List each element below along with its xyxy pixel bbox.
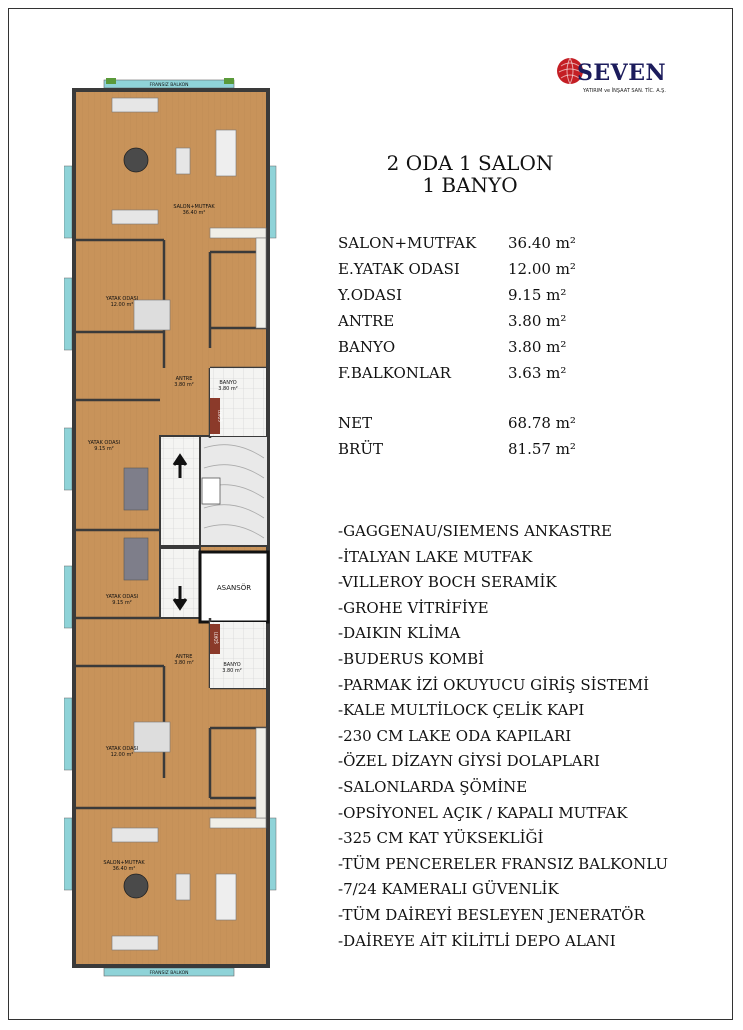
feature-item: -VILLEROY BOCH SERAMİK: [338, 573, 557, 592]
kitchen-counter: [210, 818, 266, 828]
feature-item: -325 CM KAT YÜKSEKLİĞİ: [338, 829, 544, 848]
area-value: 3.63 m²: [508, 364, 567, 382]
sofa: [112, 98, 158, 112]
brand-name: SEVEN: [577, 60, 667, 86]
feature-item: -ÖZEL DİZAYN GİYSİ DOLAPLARI: [338, 752, 600, 771]
room-name: ANTRE: [175, 376, 193, 382]
side-balcony: [64, 166, 72, 238]
kitchen-counter: [256, 728, 266, 818]
feature-item: -TÜM DAİREYİ BESLEYEN JENERATÖR: [338, 906, 645, 924]
sofa: [112, 210, 158, 224]
floor-plan: [64, 78, 282, 978]
room-name: SALON+MUTFAK: [103, 860, 145, 866]
feature-item: -SALONLARDA ŞÖMİNE: [338, 778, 528, 796]
room-name: BANYO: [219, 380, 237, 386]
area-label: BANYO: [338, 338, 396, 356]
bed: [124, 468, 148, 510]
room-area: 3.80 m²: [174, 382, 194, 388]
total-value: 68.78 m²: [508, 414, 576, 432]
total-value: 81.57 m²: [508, 440, 576, 458]
area-value: 36.40 m²: [508, 234, 576, 252]
area-label: E.YATAK ODASI: [338, 260, 460, 278]
feature-item: -KALE MULTİLOCK ÇELİK KAPI: [338, 701, 585, 720]
sofa: [112, 936, 158, 950]
balcony-label: FRANSIZ BALKON: [149, 83, 189, 88]
feature-item: -7/24 KAMERALI GÜVENLİK: [338, 880, 559, 899]
side-balcony: [64, 278, 72, 350]
area-value: 12.00 m²: [508, 260, 576, 278]
side-balcony: [64, 698, 72, 770]
dining-table: [216, 130, 236, 176]
feature-item: -GAGGENAU/SIEMENS ANKASTRE: [338, 522, 612, 540]
feature-item: -230 CM LAKE ODA KAPILARI: [338, 726, 572, 745]
brand-logo: [555, 48, 685, 100]
room-area: 36.40 m²: [182, 210, 206, 216]
brand-subtitle: YATIRIM ve İNŞAAT SAN. TİC. A.Ş.: [583, 88, 666, 94]
armchair: [176, 148, 190, 174]
room-area: 3.80 m²: [222, 668, 242, 674]
rug: [124, 874, 148, 898]
shaft-label: ŞÖRTİ: [218, 410, 223, 422]
title-line-2: 1 BANYO: [422, 173, 518, 197]
area-label: ANTRE: [338, 312, 395, 330]
room-name: YATAK ODASI: [105, 296, 139, 302]
feature-item: -PARMAK İZİ OKUYUCU GİRİŞ SİSTEMİ: [338, 675, 650, 694]
feature-item: -İTALYAN LAKE MUTFAK: [338, 547, 533, 566]
balcony-label: FRANSIZ BALKON: [149, 971, 189, 976]
total-label: NET: [338, 414, 373, 432]
area-label: Y.ODASI: [338, 286, 403, 304]
room-area: 9.15 m²: [112, 600, 132, 606]
bed: [134, 722, 170, 752]
room-name: YATAK ODASI: [105, 594, 139, 600]
dining-table: [216, 874, 236, 920]
feature-item: -TÜM PENCERELER FRANSIZ BALKONLU: [338, 854, 668, 873]
area-label: F.BALKONLAR: [338, 364, 451, 382]
title-line-1: 2 ODA 1 SALON: [386, 151, 554, 175]
feature-item: -GROHE VİTRİFİYE: [338, 598, 489, 617]
room-name: YATAK ODASI: [105, 746, 139, 752]
room-name: ANTRE: [175, 654, 193, 660]
armchair: [176, 874, 190, 900]
plant-icon: [224, 78, 234, 84]
room-area: 36.40 m²: [112, 866, 136, 872]
room-name: BANYO: [223, 662, 241, 668]
side-balcony: [64, 428, 72, 490]
room-area: 3.80 m²: [174, 660, 194, 666]
sofa: [112, 828, 158, 842]
kitchen-counter: [210, 228, 266, 238]
bed: [134, 300, 170, 330]
feature-item: -OPSİYONEL AÇIK / KAPALI MUTFAK: [338, 803, 628, 822]
area-label: SALON+MUTFAK: [338, 234, 477, 252]
room-area: 12.00 m²: [110, 302, 134, 308]
room-area: 9.15 m²: [94, 446, 114, 452]
area-value: 3.80 m²: [508, 338, 567, 356]
floor-plan-drawing: [64, 78, 282, 978]
stair-well: [202, 478, 220, 504]
area-value: 3.80 m²: [508, 312, 567, 330]
bed: [124, 538, 148, 580]
feature-item: -DAİREYE AİT KİLİTLİ DEPO ALANI: [338, 931, 616, 950]
feature-item: -DAIKIN KLİMA: [338, 624, 461, 643]
feature-item: -BUDERUS KOMBİ: [338, 650, 485, 668]
shaft-label: ŞÖRTİ: [214, 632, 219, 644]
elevator-label: ASANSÖR: [216, 584, 252, 592]
room-area: 3.80 m²: [218, 386, 238, 392]
room-name: YATAK ODASI: [87, 440, 121, 446]
plant-icon: [106, 78, 116, 84]
side-balcony: [64, 818, 72, 890]
page-title: [340, 152, 600, 196]
kitchen-counter: [256, 238, 266, 328]
room-area: 12.00 m²: [110, 752, 134, 758]
rug: [124, 148, 148, 172]
room-name: SALON+MUTFAK: [173, 204, 215, 210]
side-balcony: [64, 566, 72, 628]
total-label: BRÜT: [338, 440, 383, 458]
corridor: [160, 436, 200, 546]
area-value: 9.15 m²: [508, 286, 567, 304]
